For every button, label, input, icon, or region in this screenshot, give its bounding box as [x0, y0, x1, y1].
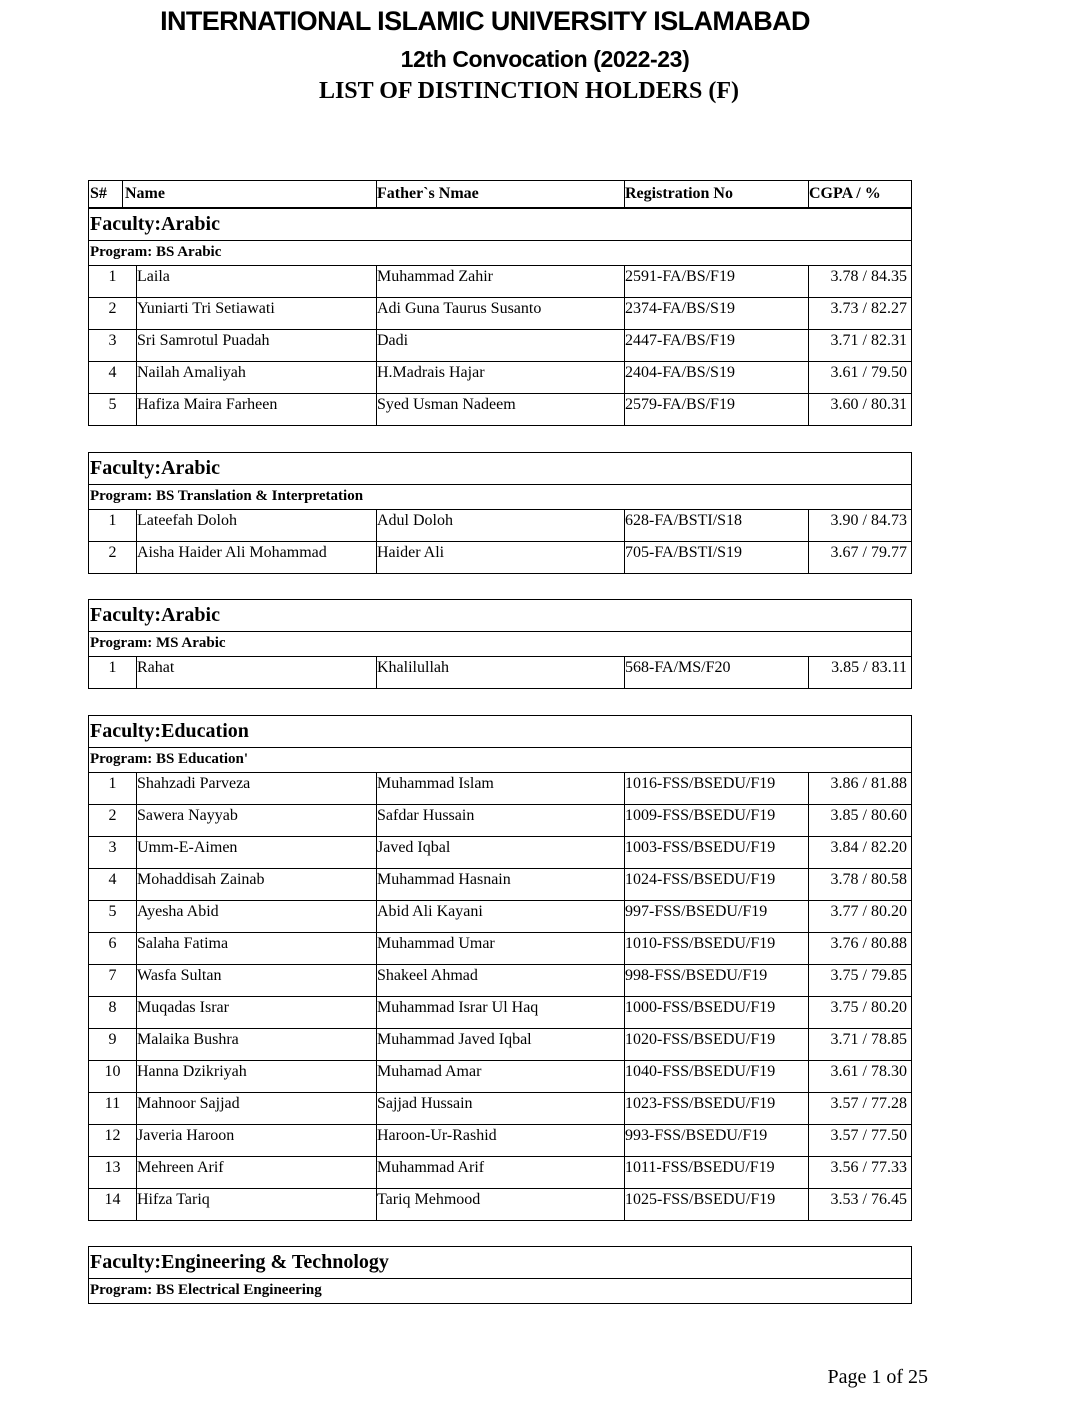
cgpa-percent: 3.78 / 84.35	[830, 268, 907, 285]
faculty-heading: Faculty:Arabic	[89, 453, 911, 485]
father-name: Tariq Mehmood	[377, 1191, 481, 1208]
father-name: H.Madrais Hajar	[377, 364, 485, 381]
father-name: Muhammad Islam	[377, 775, 494, 792]
table-row	[89, 1188, 911, 1220]
registration-no: 2447-FA/BS/F19	[625, 332, 735, 349]
student-name: Sawera Nayyab	[137, 807, 238, 824]
registration-no: 1024-FSS/BSEDU/F19	[625, 871, 776, 888]
father-name: Sajjad Hussain	[377, 1095, 473, 1112]
student-name: Shahzadi Parveza	[137, 775, 251, 792]
registration-no: 1011-FSS/BSEDU/F19	[625, 1159, 775, 1176]
serial-number: 8	[108, 999, 117, 1016]
table-row	[89, 541, 911, 573]
cgpa-percent: 3.71 / 78.85	[830, 1031, 907, 1048]
registration-no: 998-FSS/BSEDU/F19	[625, 967, 768, 984]
serial-number: 1	[108, 512, 117, 529]
registration-no: 1000-FSS/BSEDU/F19	[625, 999, 776, 1016]
cgpa-percent: 3.78 / 80.58	[830, 871, 907, 888]
father-name: Muhammad Zahir	[377, 268, 493, 285]
table-row	[89, 1124, 911, 1156]
student-name: Mehreen Arif	[137, 1159, 224, 1176]
cgpa-percent: 3.84 / 82.20	[830, 839, 907, 856]
faculty-heading: Faculty:Education	[89, 716, 911, 748]
table-row	[89, 329, 911, 361]
student-name: Sri Samrotul Puadah	[137, 332, 270, 349]
faculty-section	[88, 599, 912, 689]
student-name: Hafiza Maira Farheen	[137, 396, 278, 413]
registration-no: 705-FA/BSTI/S19	[625, 544, 743, 561]
cgpa-percent: 3.57 / 77.28	[830, 1095, 907, 1112]
serial-number: 1	[108, 659, 117, 676]
serial-number: 4	[108, 364, 117, 381]
table-row	[89, 932, 911, 964]
table-row	[89, 964, 911, 996]
cgpa-percent: 3.75 / 80.20	[830, 999, 907, 1016]
registration-no: 2579-FA/BS/F19	[625, 396, 735, 413]
faculty-heading: Faculty:Arabic	[89, 209, 911, 241]
table-row	[89, 804, 911, 836]
father-name: Muhammad Hasnain	[377, 871, 511, 888]
student-name: Ayesha Abid	[137, 903, 219, 920]
student-name: Salaha Fatima	[137, 935, 229, 952]
program-heading: Program: MS Arabic	[90, 635, 226, 651]
serial-number: 7	[108, 967, 117, 984]
table-row	[89, 297, 911, 329]
registration-no: 1010-FSS/BSEDU/F19	[625, 935, 776, 952]
university-title: INTERNATIONAL ISLAMIC UNIVERSITY ISLAMABAD	[160, 6, 810, 36]
cgpa-percent: 3.71 / 82.31	[830, 332, 907, 349]
cgpa-percent: 3.77 / 80.20	[830, 903, 907, 920]
registration-no: 997-FSS/BSEDU/F19	[625, 903, 768, 920]
table-row	[89, 1028, 911, 1060]
program-heading: Program: BS Arabic	[90, 244, 222, 260]
list-title: LIST OF DISTINCTION HOLDERS (F)	[318, 78, 740, 104]
faculty-heading: Faculty:Engineering & Technology	[89, 1247, 911, 1279]
col-sn-header: S#	[90, 185, 107, 202]
student-name: Umm-E-Aimen	[137, 839, 238, 856]
student-name: Aisha Haider Ali Mohammad	[137, 544, 327, 561]
cgpa-percent: 3.85 / 83.11	[831, 659, 907, 676]
serial-number: 4	[108, 871, 117, 888]
registration-no: 1003-FSS/BSEDU/F19	[625, 839, 776, 856]
faculty-section	[88, 208, 912, 426]
student-name: Muqadas Israr	[137, 999, 229, 1016]
registration-no: 2374-FA/BS/S19	[625, 300, 735, 317]
serial-number: 1	[108, 775, 117, 792]
father-name: Abid Ali Kayani	[377, 903, 483, 920]
registration-no: 1025-FSS/BSEDU/F19	[625, 1191, 776, 1208]
cgpa-percent: 3.61 / 78.30	[830, 1063, 907, 1080]
serial-number: 10	[104, 1063, 121, 1080]
page-number: Page 1 of 25	[827, 1366, 928, 1388]
student-name: Malaika Bushra	[137, 1031, 239, 1048]
student-name: Nailah Amaliyah	[137, 364, 246, 381]
serial-number: 2	[108, 807, 117, 824]
col-cgpa-header: CGPA / %	[809, 185, 881, 202]
student-name: Mohaddisah Zainab	[137, 871, 265, 888]
student-name: Mahnoor Sajjad	[137, 1095, 240, 1112]
registration-no: 2404-FA/BS/S19	[625, 364, 735, 381]
table-row	[89, 361, 911, 393]
serial-number: 2	[108, 300, 117, 317]
serial-number: 13	[104, 1159, 121, 1176]
program-heading: Program: BS Education'	[90, 751, 249, 767]
student-name: Yuniarti Tri Setiawati	[137, 300, 275, 317]
cgpa-percent: 3.57 / 77.50	[830, 1127, 907, 1144]
registration-no: 628-FA/BSTI/S18	[625, 512, 743, 529]
serial-number: 3	[108, 839, 117, 856]
cgpa-percent: 3.60 / 80.31	[830, 396, 907, 413]
table-row	[89, 1060, 911, 1092]
student-name: Hanna Dzikriyah	[137, 1063, 247, 1080]
serial-number: 5	[108, 396, 117, 413]
cgpa-percent: 3.75 / 79.85	[830, 967, 907, 984]
registration-no: 1009-FSS/BSEDU/F19	[625, 807, 776, 824]
table-row	[89, 1156, 911, 1188]
registration-no: 1020-FSS/BSEDU/F19	[625, 1031, 776, 1048]
cgpa-percent: 3.73 / 82.27	[830, 300, 907, 317]
convocation-title: 12th Convocation (2022-23)	[400, 46, 690, 72]
serial-number: 1	[108, 268, 117, 285]
registration-no: 1040-FSS/BSEDU/F19	[625, 1063, 776, 1080]
table-header	[88, 180, 912, 208]
faculty-section	[88, 715, 912, 1221]
cgpa-percent: 3.67 / 79.77	[830, 544, 907, 561]
student-name: Javeria Haroon	[137, 1127, 235, 1144]
serial-number: 11	[104, 1095, 121, 1112]
table-row	[89, 509, 911, 541]
student-name: Lateefah Doloh	[137, 512, 237, 529]
father-name: Adul Doloh	[377, 512, 453, 529]
father-name: Muhammad Javed Iqbal	[377, 1031, 532, 1048]
serial-number: 14	[104, 1191, 121, 1208]
father-name: Muhammad Arif	[377, 1159, 485, 1176]
serial-number: 5	[108, 903, 117, 920]
table-row	[89, 265, 911, 297]
cgpa-percent: 3.53 / 76.45	[830, 1191, 907, 1208]
table-row	[89, 868, 911, 900]
father-name: Shakeel Ahmad	[377, 967, 478, 984]
cgpa-percent: 3.85 / 80.60	[830, 807, 907, 824]
father-name: Muhamad Amar	[377, 1063, 482, 1080]
table-row	[89, 996, 911, 1028]
faculty-section	[88, 452, 912, 574]
cgpa-percent: 3.90 / 84.73	[830, 512, 907, 529]
father-name: Adi Guna Taurus Susanto	[377, 300, 542, 317]
registration-no: 1023-FSS/BSEDU/F19	[625, 1095, 776, 1112]
table-row	[89, 393, 911, 425]
table-row	[89, 836, 911, 868]
faculty-heading: Faculty:Arabic	[89, 600, 911, 632]
col-name-header: Name	[125, 185, 165, 202]
table-row	[89, 900, 911, 932]
father-name: Syed Usman Nadeem	[377, 396, 516, 413]
registration-no: 568-FA/MS/F20	[625, 659, 731, 676]
father-name: Haider Ali	[377, 544, 445, 561]
serial-number: 6	[108, 935, 117, 952]
cgpa-percent: 3.76 / 80.88	[830, 935, 907, 952]
father-name: Javed Iqbal	[377, 839, 451, 856]
father-name: Dadi	[377, 332, 409, 349]
faculty-section	[88, 1246, 912, 1304]
student-name: Hifza Tariq	[137, 1191, 210, 1208]
table-row	[89, 772, 911, 804]
serial-number: 12	[104, 1127, 121, 1144]
father-name: Muhammad Israr Ul Haq	[377, 999, 539, 1016]
serial-number: 9	[108, 1031, 117, 1048]
table-row	[89, 656, 911, 688]
father-name: Safdar Hussain	[377, 807, 475, 824]
program-heading: Program: BS Translation & Interpretation	[90, 488, 364, 504]
registration-no: 1016-FSS/BSEDU/F19	[625, 775, 776, 792]
registration-no: 993-FSS/BSEDU/F19	[625, 1127, 768, 1144]
cgpa-percent: 3.86 / 81.88	[830, 775, 907, 792]
registration-no: 2591-FA/BS/F19	[625, 268, 735, 285]
table-row	[89, 1092, 911, 1124]
student-name: Laila	[137, 268, 170, 285]
cgpa-percent: 3.56 / 77.33	[830, 1159, 907, 1176]
father-name: Muhammad Umar	[377, 935, 495, 952]
serial-number: 2	[108, 544, 117, 561]
cgpa-percent: 3.61 / 79.50	[830, 364, 907, 381]
father-name: Haroon-Ur-Rashid	[377, 1127, 497, 1144]
serial-number: 3	[108, 332, 117, 349]
father-name: Khalilullah	[377, 659, 449, 676]
student-name: Rahat	[137, 659, 175, 676]
col-father-header: Father`s Nmae	[377, 185, 479, 202]
col-reg-header: Registration No	[625, 185, 733, 202]
student-name: Wasfa Sultan	[137, 967, 222, 984]
program-heading: Program: BS Electrical Engineering	[90, 1282, 322, 1298]
